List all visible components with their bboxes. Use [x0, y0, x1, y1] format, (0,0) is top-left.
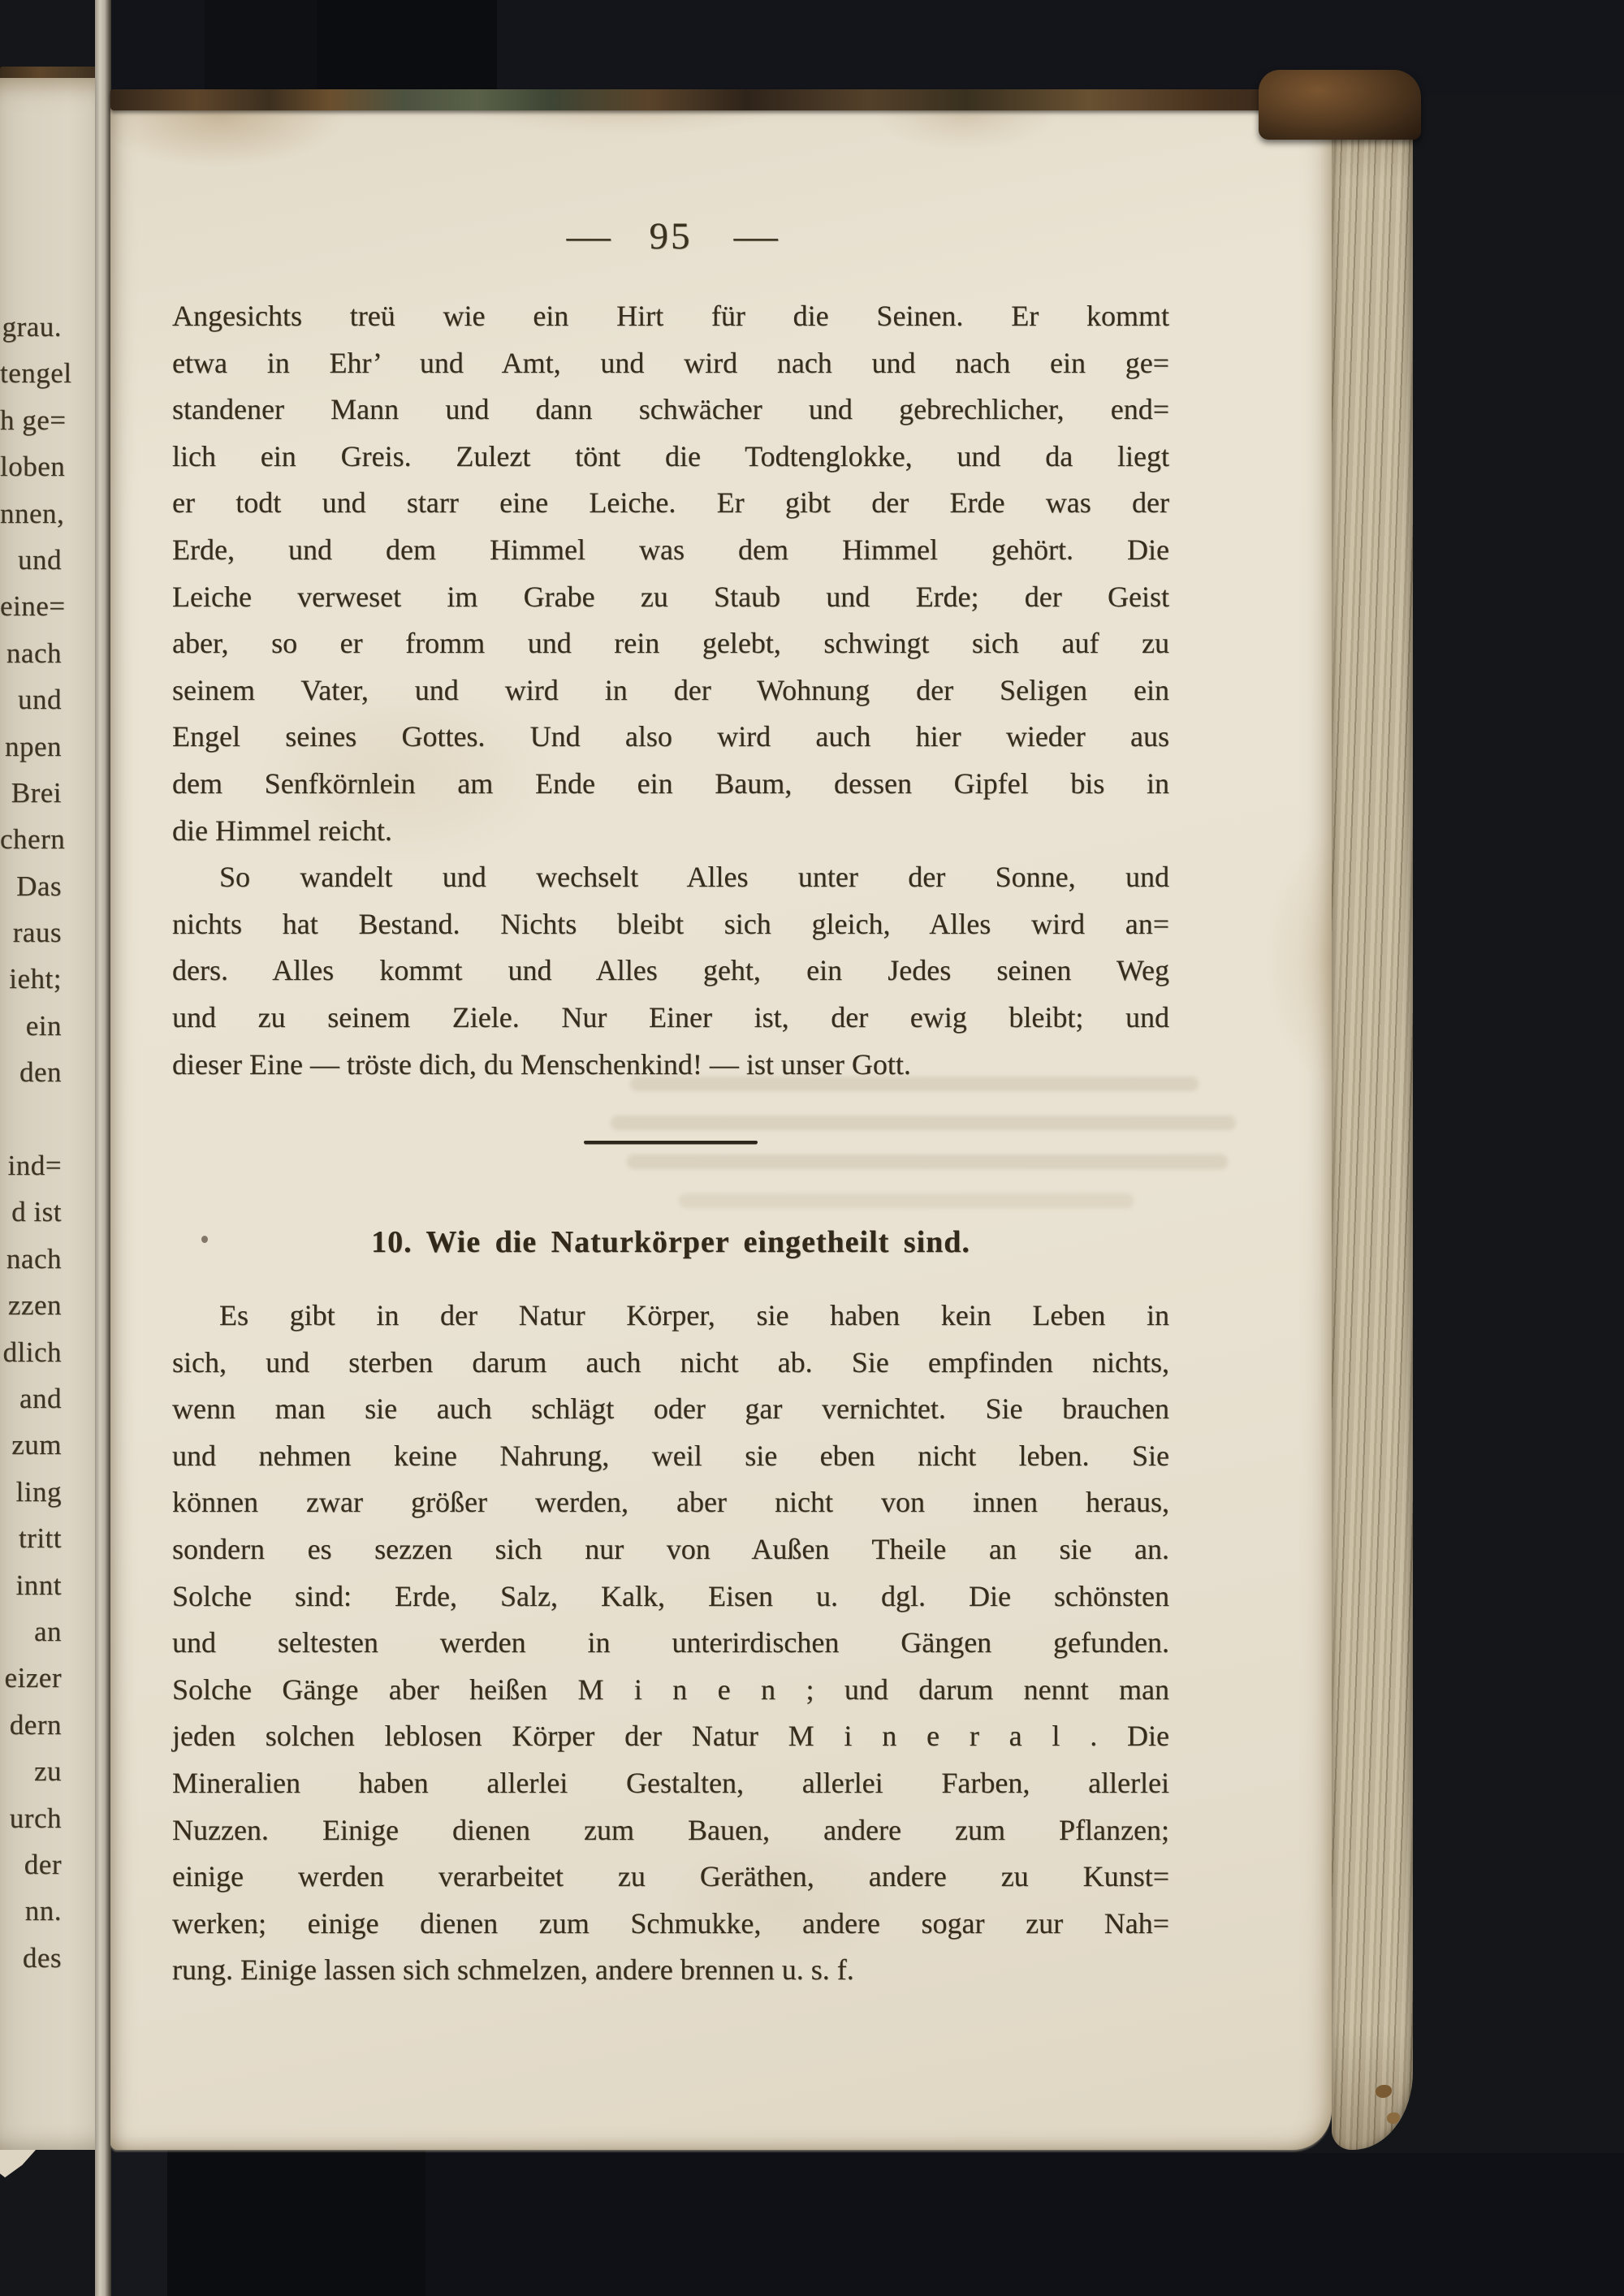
text-line: rung. Einige lassen sich schmelzen, andere brennen u. s. f. — [172, 1953, 854, 1987]
margin-fragment-line: eine= — [0, 590, 66, 623]
margin-fragment-line: nnen, — [0, 497, 65, 529]
text-line: können zwar größer werden, aber nicht von innen heraus, — [172, 1486, 1169, 1519]
margin-fragment-line: and — [19, 1382, 62, 1414]
page-stack-edge — [1332, 99, 1413, 2150]
text-line: etwa in Ehr’ und Amt, und wird nach und nach ein ge= — [172, 346, 1169, 379]
facing-page-sliver — [0, 78, 97, 2150]
margin-fragment-line: des — [22, 1941, 62, 1974]
margin-fragment-line: ieht; — [9, 963, 62, 995]
body-text — [172, 293, 1169, 1994]
text-line: und nehmen keine Nahrung, weil sie eben nicht leben. Sie — [172, 1439, 1169, 1472]
margin-fragment-line: grau. — [2, 311, 62, 343]
text-line: Es gibt in der Natur Körper, sie haben kein Leben in — [219, 1299, 1169, 1332]
page-number-row — [172, 214, 1169, 258]
margin-fragment-line: zu — [33, 1755, 62, 1788]
page-number-dash: — — [733, 215, 775, 257]
margin-fragment-line: nn. — [24, 1895, 62, 1927]
margin-fragment-line: h ge= — [0, 404, 67, 436]
section-divider — [584, 1141, 758, 1144]
margin-fragment-line: an — [33, 1615, 62, 1647]
text-line: dem Senfkörnlein am Ende ein Baum, dessen Gipfel bis in — [172, 766, 1169, 800]
text-line: Engel seines Gottes. Und also wird auch hier wieder aus — [172, 720, 1169, 753]
text-line: Mineralien haben allerlei Gestalten, allerlei Farben, allerlei — [172, 1767, 1169, 1800]
background-band — [167, 2147, 425, 2296]
margin-fragment-line: nach — [6, 1242, 62, 1275]
leather-cover-corner — [1259, 70, 1421, 140]
background-band — [205, 0, 317, 99]
margin-fragment-line: zzen — [7, 1289, 62, 1322]
text-line: Solche Gänge aber heißen M i n e n ; und darum nennt man — [172, 1672, 1169, 1706]
background-band — [110, 0, 205, 97]
paragraph — [172, 854, 1169, 1088]
text-line: sich, und sterben darum auch nicht ab. Sie empfinden nichts, — [172, 1345, 1169, 1379]
text-line: So wandelt und wechselt Alles unter der Sonne, und — [219, 861, 1169, 894]
page-crease-edge — [95, 0, 111, 2296]
text-line: lich ein Greis. Zulezt tönt die Todtenglokke, und da liegt — [172, 439, 1169, 473]
margin-fragment-line: raus — [12, 917, 62, 949]
showthrough-smudge — [611, 1116, 1236, 1130]
margin-fragment-line: den — [19, 1056, 62, 1089]
showthrough-smudge — [630, 1077, 1199, 1091]
text-line: Angesichts treü wie ein Hirt für die Seinen. Er kommt — [172, 300, 1169, 332]
margin-fragment-line: der — [24, 1848, 62, 1880]
page-number-dash: — — [566, 215, 608, 257]
text-line: nichts hat Bestand. Nichts bleibt sich gleich, Alles wird an= — [172, 907, 1169, 940]
margin-fragment-line: und — [18, 684, 62, 716]
page-top-edge — [110, 89, 1333, 110]
section-heading: 10. Wie die Naturkörper eingetheilt sind. — [371, 1225, 970, 1260]
text-line: aber, so er fromm und rein gelebt, schwingt sich auf zu — [172, 627, 1169, 660]
text-line: und zu seinem Ziele. Nur Einer ist, der ewig bleibt; und — [172, 1000, 1169, 1034]
margin-fragment-line: urch — [9, 1802, 62, 1834]
margin-fragment-line: tengel — [0, 357, 72, 390]
margin-fragment-line: chern — [0, 823, 66, 856]
showthrough-smudge — [627, 1154, 1228, 1169]
margin-fragment-line: ling — [15, 1475, 62, 1508]
text-line: jeden solchen leblosen Körper der Natur M i n e r a l . Die — [172, 1720, 1169, 1753]
page-number: 95 — [649, 215, 693, 257]
margin-fragment-line: dern — [9, 1708, 62, 1741]
text-line: Leiche verweset im Grabe zu Staub und Erde; der Geist — [172, 580, 1169, 613]
margin-fragment-line: ein — [25, 1009, 62, 1042]
text-line: ders. Alles kommt und Alles geht, ein Jedes seinen Weg — [172, 954, 1169, 987]
text-line: Solche sind: Erde, Salz, Kalk, Eisen u. dgl. Die schönsten — [172, 1579, 1169, 1612]
margin-fragment-line: nach — [6, 637, 62, 669]
margin-fragment-line: innt — [15, 1569, 62, 1601]
text-line: Nuzzen. Einige dienen zum Bauen, andere zum Pflanzen; — [172, 1813, 1169, 1846]
margin-fragment-line: npen — [4, 730, 62, 762]
background-band — [317, 0, 497, 102]
book-page — [110, 96, 1332, 2150]
background-band — [425, 2153, 1624, 2296]
text-line: Erde, und dem Himmel was dem Himmel gehört. Die — [172, 533, 1169, 566]
torn-paper-bit — [0, 2150, 36, 2177]
ink-speck — [201, 1236, 208, 1243]
text-line: er todt und starr eine Leiche. Er gibt der Erde was der — [172, 486, 1169, 520]
margin-fragment-line: und — [18, 543, 62, 576]
text-line: dieser Eine — tröste dich, du Menschenkind! — ist unser Gott. — [172, 1047, 911, 1081]
margin-fragment-line: dlich — [2, 1336, 62, 1368]
text-line: einige werden verarbeitet zu Geräthen, andere zu Kunst= — [172, 1860, 1169, 1893]
paragraph — [172, 1293, 1169, 1994]
margin-fragment-line — [0, 1096, 97, 1142]
margin-fragment-line: zum — [11, 1429, 62, 1461]
text-line: werken; einige dienen zum Schmukke, andere sogar zur Nah= — [172, 1906, 1169, 1940]
margin-fragment-line: tritt — [18, 1522, 62, 1555]
text-line: die Himmel reicht. — [172, 814, 392, 847]
margin-fragment-line: d ist — [11, 1196, 62, 1228]
paragraph — [172, 293, 1169, 854]
margin-fragment-column — [0, 304, 97, 1981]
text-line: seinem Vater, und wird in der Wohnung der Seligen ein — [172, 673, 1169, 706]
margin-fragment-line: Brei — [11, 776, 62, 809]
margin-fragment-line: eizer — [4, 1662, 62, 1694]
margin-fragment-line: loben — [0, 451, 66, 483]
margin-fragment-line: ind= — [7, 1150, 62, 1182]
showthrough-smudge — [679, 1193, 1134, 1208]
background-band — [497, 0, 1624, 96]
text-line: und seltesten werden in unterirdischen Gängen gefunden. — [172, 1626, 1169, 1659]
text-line: wenn man sie auch schlägt oder gar vernichtet. Sie brauchen — [172, 1392, 1169, 1426]
margin-fragment-line: Das — [16, 870, 62, 902]
text-line: sondern es sezzen sich nur von Außen Theile an sie an. — [172, 1533, 1169, 1566]
text-line: standener Mann und dann schwächer und gebrechlicher, end= — [172, 393, 1169, 426]
